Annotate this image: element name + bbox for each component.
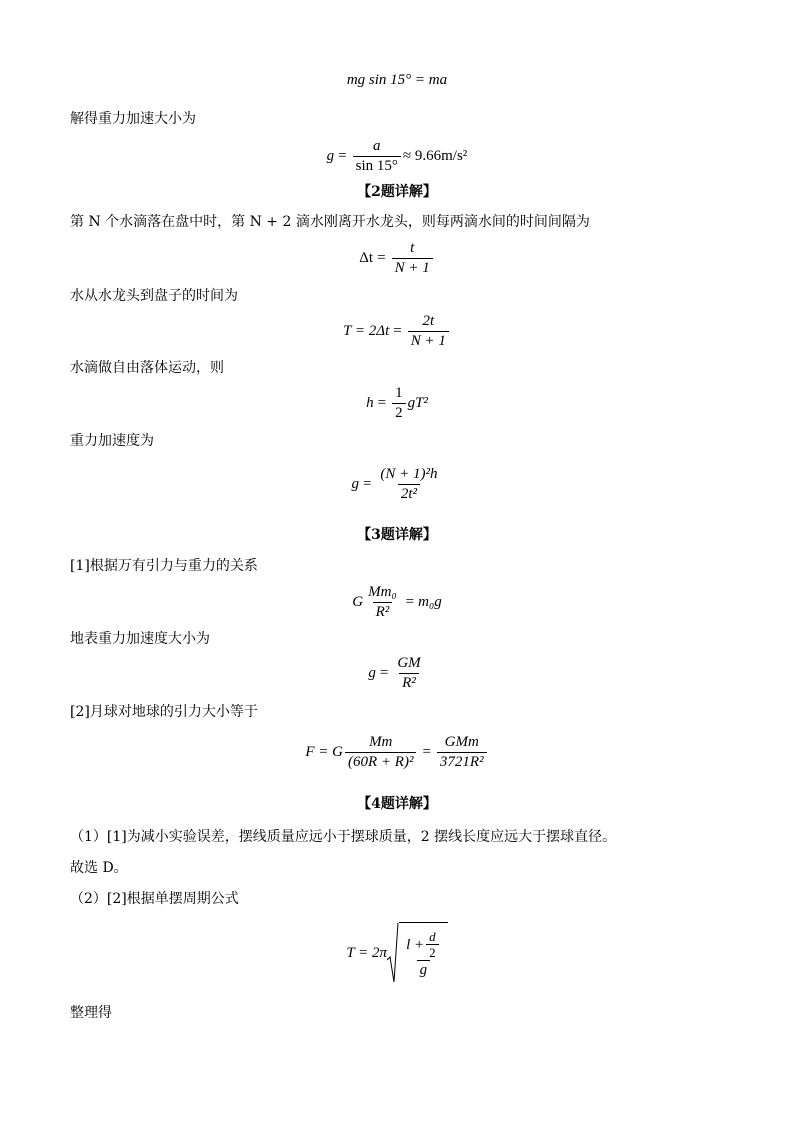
text-q4-b: 故选 D。 [70,860,128,876]
fraction: $\frac{t}{N + 1}$ [392,240,433,277]
text-q3-a: [1]根据万有引力与重力的关系 [70,558,258,574]
radical-sign-icon [387,922,399,984]
equation-text: mg sin 15° = ma [346,72,448,88]
sqrt-symbol [387,922,448,984]
text-q4-d: 整理得 [70,1005,112,1021]
fraction: $\frac{Mm}{\text{(60R + R)²}}$ [345,734,416,771]
fraction: $\frac{\text{(N + 1)²h}}{\text{2t²}}$ [380,466,438,502]
equation-g3: g = $\frac{GM}{\text{R²}}$ [0,655,794,692]
eq-approx: ≈ 9.66m/s² [402,148,468,164]
fraction: $\frac{\text{Mm₀}}{\text{R²}}$ [368,584,397,620]
eq-lhs: g [326,148,335,164]
text-q2-c: 水滴做自由落体运动，则 [70,360,224,376]
text-solve-g: 解得重力加速大小为 [70,111,196,127]
fraction: $\frac{1}{2}$ [392,385,406,422]
text-q4-c: （2）[2]根据单摆周期公式 [70,891,239,907]
text-q3-c: [2]月球对地球的引力大小等于 [70,704,258,720]
equation-F: F = G $\frac{Mm}{\text{(60R + R)²}}$ = $\frac{\text{GMm}}{\text{3721R²}}$ [0,734,794,771]
equation-force-balance [0,72,794,89]
equation-h: h = $\frac{1}{2}$ gT² [366,385,428,421]
text-q2-a: 第 N 个水滴落在盘中时，第 N + 2 滴水刚离开水龙头，则每两滴水间的时间间隔为 [70,214,590,230]
section-heading-4: 【4题详解】 [357,796,437,812]
fraction: $\frac{2t}{N + 1}$ [408,313,449,350]
equation-g2: g = $\frac{\text{(N + 1)²h}}{\text{2t²}}$ [0,466,794,503]
text-q2-b: 水从水龙头到盘子的时间为 [70,288,238,304]
fraction: $\frac{GM}{\text{R²}}$ [397,655,421,691]
equation-gravitation: G $\frac{\text{Mm₀}}{\text{R²}}$ = m₀g [352,584,442,620]
equation-g-value: g = $\frac{a}{\sin 15^\circ}$ ≈ 9.66m/s² [326,138,468,174]
equation-delta-t: Δt = $\frac{t}{N + 1}$ [0,240,794,277]
text-q4-a: （1）[1]为减小实验误差，摆线质量应远小于摆球质量，2 摆线长度应远大于摆球直径。 [70,829,617,845]
fraction: $\frac{a}{\sin 15^\circ}$ [353,138,401,175]
equation-T: T = 2Δt = $\frac{2t}{N + 1}$ [0,313,794,350]
text-q2-d: 重力加速度为 [70,433,154,449]
section-heading-3: 【3题详解】 [357,527,437,543]
fraction: l + $\frac{d}{2}$ g [403,930,444,979]
fraction: $\frac{\text{GMm}}{\text{3721R²}}$ [437,734,487,771]
section-heading-2: 【2题详解】 [357,184,437,200]
text-q3-b: 地表重力加速度大小为 [70,631,210,647]
equation-pendulum: T = 2π l + $\frac{d}{2}$ g [0,922,794,984]
